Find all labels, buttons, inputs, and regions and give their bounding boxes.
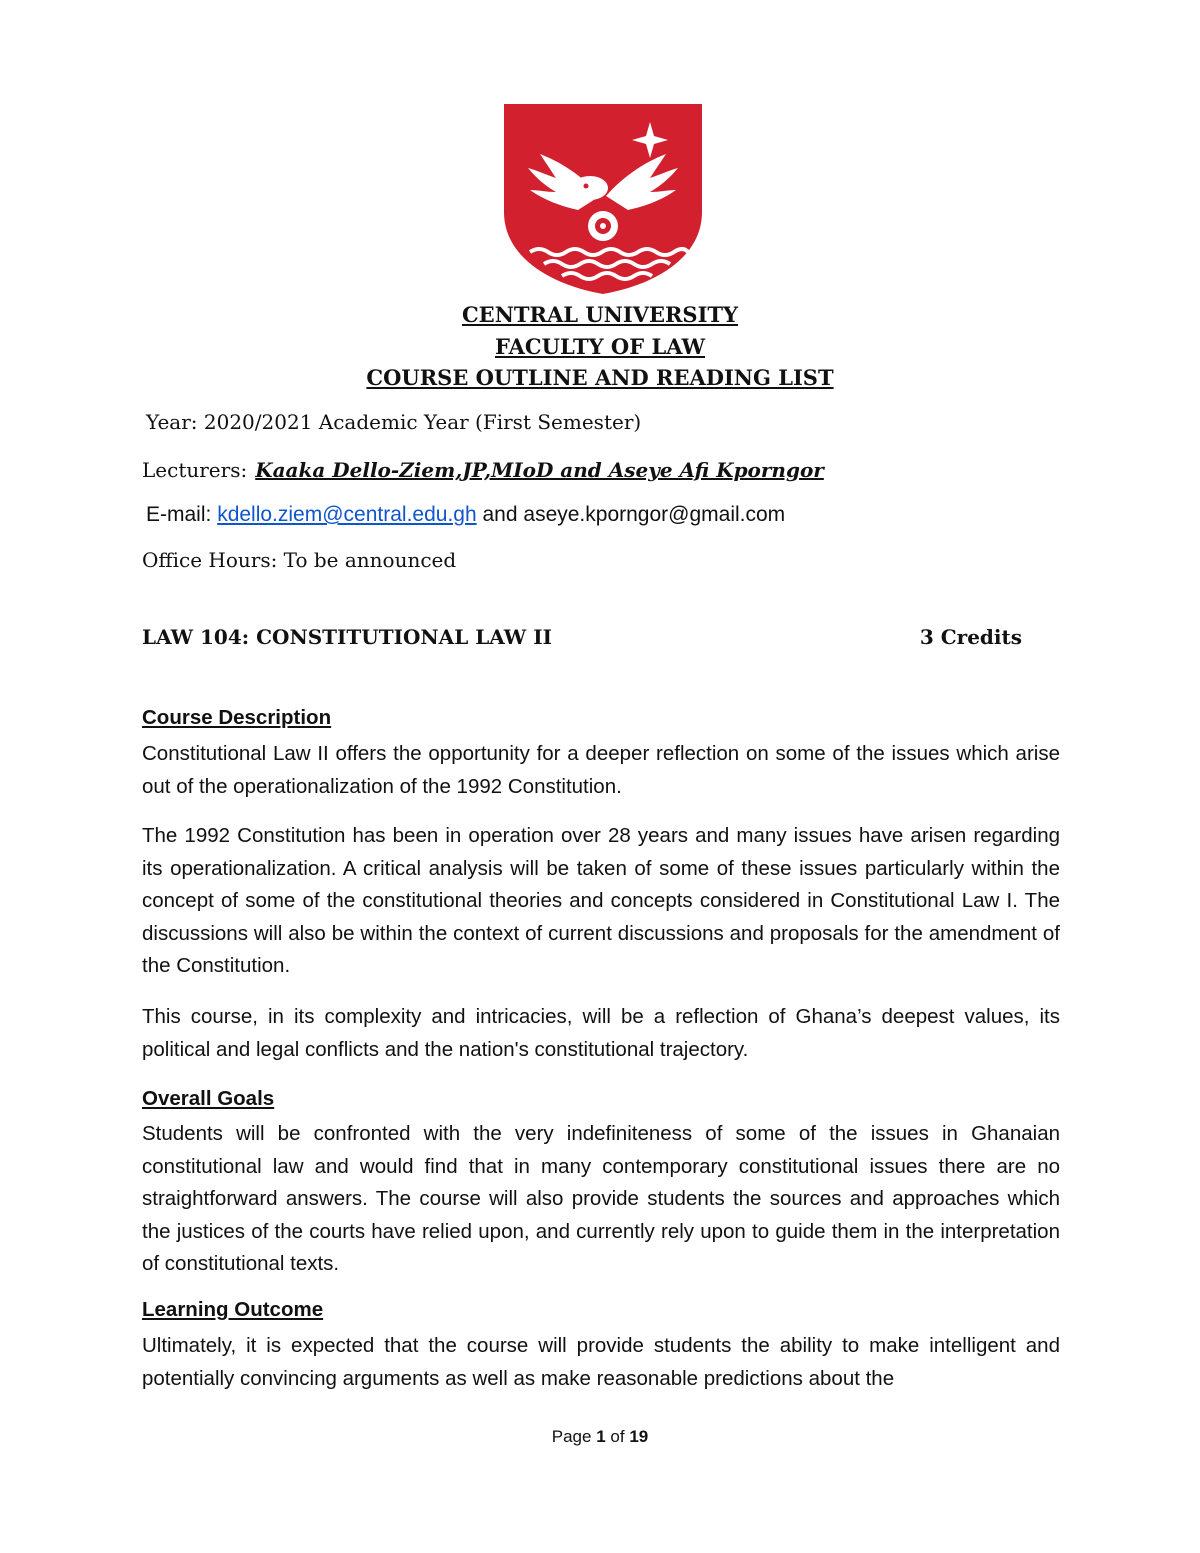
document-title: COURSE OUTLINE AND READING LIST — [366, 365, 834, 390]
lecturers-names: Kaaka Dello-Ziem,JP,MIoD and Aseye Afi Kporngor — [255, 458, 824, 482]
office-hours: Office Hours: To be announced — [142, 548, 457, 572]
email-secondary: aseye.kporngor@gmail.com — [523, 503, 786, 526]
course-credits: 3 Credits — [919, 625, 1022, 649]
course-description-heading: Course Description — [142, 706, 332, 729]
outcome-paragraph: Ultimately, it is expected that the course will provide students the ability to make intelligent and potentially convincing arguments as well as make reasonable predictions about the — [142, 1334, 1060, 1390]
page-number-footer — [0, 1427, 1200, 1447]
institution-heading: CENTRAL UNIVERSITY — [461, 302, 739, 327]
learning-outcome-heading: Learning Outcome — [142, 1298, 324, 1321]
academic-year: Year: 2020/2021 Academic Year (First Semester) — [146, 410, 642, 434]
description-paragraph-3: This course, in its complexity and intricacies, will be a reflection of Ghana’s deepest values, its political and legal conflicts and the nation's constitutional trajectory. — [142, 1005, 1060, 1061]
page-current: 1 — [596, 1427, 606, 1446]
email-label: E-mail: — [146, 503, 212, 526]
course-code-title: LAW 104: CONSTITUTIONAL LAW II — [142, 625, 552, 649]
goals-paragraph: Students will be confronted with the very indefiniteness of some of the issues in Ghanaian constitutional law and would find that in many contemporary constitutional issues there are no straightforward answers. The course will also provide students the sources and approaches which the justices of the courts have relied upon, and currently rely upon to guide them in the interpretation of constitutional texts. — [142, 1122, 1060, 1275]
email-joiner: and — [482, 503, 518, 526]
page-word: Page — [551, 1427, 592, 1446]
email-link-primary[interactable]: kdello.ziem@central.edu.gh — [217, 503, 477, 526]
of-word: of — [610, 1427, 625, 1446]
page-total: 19 — [629, 1427, 649, 1446]
lecturers-line — [142, 458, 824, 482]
description-paragraph-1: Constitutional Law II offers the opportunity for a deeper reflection on some of the issues which arise out of the operationalization of the 1992 Constitution. — [142, 742, 1060, 798]
faculty-heading: FACULTY OF LAW — [494, 334, 706, 359]
description-paragraph-2: The 1992 Constitution has been in operation over 28 years and many issues have arisen regarding its operationalization. A critical analysis will be taken of some of these issues particularly within the concept of some of the constitutional theories and concepts considered in Constitutional Law I. The discussions will also be within the context of current discussions and proposals for the amendment of the Constitution. — [142, 824, 1060, 977]
overall-goals-heading: Overall Goals — [142, 1087, 275, 1110]
lecturers-label: Lecturers: — [142, 458, 248, 482]
university-crest-logo — [500, 100, 706, 296]
email-line — [146, 503, 785, 527]
